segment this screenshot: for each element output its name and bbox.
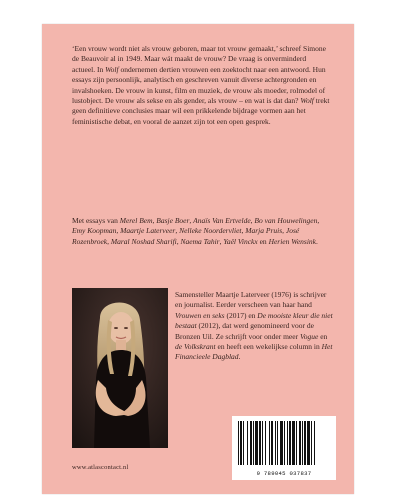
barcode-bar: [292, 421, 295, 465]
book-title: Vrouwen en seks: [175, 310, 225, 320]
bio-text: en: [318, 331, 328, 341]
bio-text: (2017) en: [224, 310, 258, 320]
blurb-text-2: ondernemen dertien vrouwen een zoektocht naar een antwoord. Hun essays zijn persoonlijk, analytisch en geschreven vanuit diverse achtergronden en invalshoeken. De vrouw in kunst, film en muziek, de vrouw als moeder, rolmodel of lustobject. De vrouw als sekse en als gender, als vrouw – en wat is dat dan?: [72, 64, 326, 106]
contributor-name: Maral Noshad Sharifi: [110, 236, 177, 246]
barcode-bar: [299, 421, 301, 465]
barcode-bar: [238, 421, 239, 465]
contributors-intro: Met essays van: [72, 216, 120, 225]
contributor-name: Emy Koopman: [72, 226, 117, 236]
contributor-name: Naema Tahir: [180, 236, 220, 246]
isbn-number: 9 789045 037837: [256, 470, 312, 477]
barcode-bar: [265, 421, 266, 465]
bio-text: (2012), dat werd genomineerd voor de Bronzen Uil. Ze schrijft voor onder meer: [175, 321, 314, 341]
barcode-bar: [307, 421, 310, 465]
barcode-bar: [250, 421, 252, 465]
barcode-bar: [280, 421, 283, 465]
contributor-name: Maartje Laterveer: [120, 226, 176, 236]
barcode-bar: [289, 421, 291, 465]
contributors-paragraph: [72, 216, 330, 247]
barcode-bar: [262, 421, 263, 465]
barcode-bars: [238, 421, 330, 465]
book-title-mention: Wolf: [105, 64, 119, 74]
barcode-bar: [304, 421, 306, 465]
barcode-bar: [240, 421, 242, 465]
author-bio-paragraph: [175, 290, 333, 363]
blurb-paragraph: [72, 44, 330, 127]
book-title: De mooiste kleur die niet bestaat: [175, 310, 333, 331]
book-title-mention: Wolf: [300, 96, 314, 106]
blurb-text-1: ‘Een vrouw wordt niet als vrouw geboren, maar tot vrouw gemaakt,’ schreef Simone de Beauvoir al in 1949. Maar wát maakt de vrouw? De vraag is onverminderd actueel. In: [72, 44, 326, 74]
barcode-bar: [277, 421, 278, 465]
barcode-bar: [311, 421, 312, 465]
barcode-bar: [269, 421, 270, 465]
bio-text: en heeft een wekelijkse column in: [215, 342, 322, 352]
name-separator: ,: [317, 216, 320, 225]
barcode-bar: [271, 421, 273, 465]
contributor-name: Bo van Houwelingen: [254, 216, 318, 225]
blurb-text-3: trekt geen definitieve conclusies maar wil een prikkelende bijdrage vormen aan het feministische debat, en vooral de aanzet zijn tot een open gesprek.: [72, 96, 330, 126]
publication-title: de Volkskrant: [175, 342, 216, 352]
bio-text: Samensteller: [175, 290, 216, 299]
name-separator: ,: [282, 226, 286, 236]
barcode-bar: [247, 421, 248, 465]
name-separator: ,: [189, 216, 194, 225]
contributors-list: [72, 216, 330, 247]
barcode-bar: [302, 421, 303, 465]
name-separator: ,: [107, 236, 111, 246]
publication-title: Vogue: [299, 331, 319, 341]
name-separator: ,: [176, 236, 181, 246]
contributor-name: Marja Pruis: [245, 226, 283, 236]
author-bio: [175, 290, 333, 363]
author-name: Maartje Laterveer: [215, 290, 270, 299]
author-photo: [72, 288, 168, 448]
bio-text: .: [238, 352, 241, 362]
back-cover: [42, 24, 354, 494]
barcode-bar: [259, 421, 261, 465]
barcode-bar: [296, 421, 297, 465]
isbn-barcode: [232, 416, 336, 480]
barcode-bar: [255, 421, 258, 465]
name-separator: ,: [175, 226, 180, 236]
name-separator: ,: [152, 216, 157, 225]
name-separator: ,: [116, 226, 121, 236]
contributor-name: José Rozenbroek: [72, 226, 300, 246]
contributor-name: Basje Boer: [156, 216, 190, 225]
barcode-bar: [287, 421, 288, 465]
barcode-bar: [275, 421, 276, 465]
name-separator: ,: [219, 236, 224, 246]
barcode-bar: [253, 421, 254, 465]
contributor-name: Herien Wensink: [268, 236, 316, 246]
barcode-bar: [243, 421, 244, 465]
name-separator: en: [257, 236, 269, 246]
contributor-name: Nelleke Noordervliet: [179, 226, 242, 236]
publication-title: Het Financieele Dagblad: [175, 342, 333, 362]
contributors-end: .: [315, 236, 318, 246]
contributor-name: Merel Bem: [119, 216, 153, 225]
barcode-bar: [314, 421, 315, 465]
contributor-name: Yaël Vinckx: [223, 236, 258, 246]
contributor-name: Anaïs Van Ertvelde: [193, 216, 251, 225]
name-separator: ,: [241, 226, 246, 236]
name-separator: ,: [250, 216, 255, 225]
barcode-bar: [284, 421, 285, 465]
publisher-website: www.atlascontact.nl: [72, 464, 129, 471]
bio-text: (1976) is schrijver en journalist. Eerder verscheen van haar hand: [175, 290, 327, 310]
author-portrait-image: [72, 288, 168, 448]
blurb: [72, 44, 330, 127]
